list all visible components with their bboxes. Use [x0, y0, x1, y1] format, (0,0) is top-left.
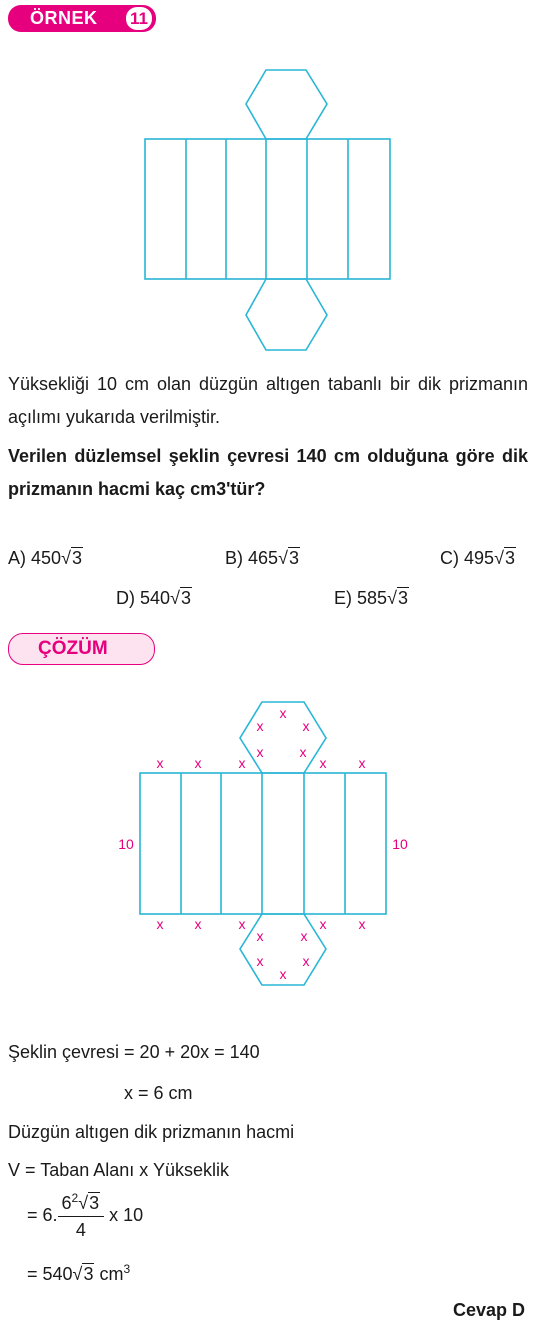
x-value: x = 6 cm: [124, 1083, 193, 1103]
edge-label: x: [256, 718, 264, 734]
bottom-hexagon: [246, 279, 327, 350]
volume-result: = 540√3 $cm^3$: [27, 1262, 131, 1284]
edge-label: x: [299, 744, 307, 760]
example-badge: [8, 5, 156, 32]
question-intro: Yüksekliği 10 cm olan düzgün altıgen tabanlı bir dik prizmanın açılımı yukarıda verilmiştir.: [8, 374, 528, 427]
height-label: 10: [118, 836, 134, 852]
prism-net-diagram: [140, 65, 400, 355]
edge-label: x: [358, 916, 366, 932]
volume-formula: V = Taban Alanı x Yükseklik: [8, 1160, 229, 1180]
option-b[interactable]: B) 465√3: [225, 548, 299, 568]
height-label: 10: [392, 836, 408, 852]
lateral-faces: [145, 139, 390, 279]
option-e[interactable]: E) 585√3: [334, 588, 408, 608]
volume-fraction: $\frac{6^2√3}{4}$: [58, 1191, 105, 1241]
question-prompt: Verilen düzlemsel şeklin çevresi 140 cm olduğuna göre dik prizmanın hacmi kaç cm3'tür?: [8, 446, 528, 499]
volume-calculation: = 6. $\frac{6^2√3}{4}$ x 10: [27, 1191, 144, 1240]
edge-label: x: [256, 744, 264, 760]
solution-net-diagram: [110, 695, 420, 990]
edge-label: x: [256, 953, 264, 969]
edge-label: x: [358, 755, 366, 771]
perimeter-equation: Şeklin çevresi = 20 + 20x = 140: [8, 1042, 260, 1062]
edge-label: x: [302, 718, 310, 734]
edge-label: x: [238, 916, 246, 932]
edge-label: x: [319, 755, 327, 771]
edge-label: x: [279, 705, 287, 721]
edge-label: x: [279, 966, 287, 982]
solution-label: ÇÖZÜM: [38, 638, 108, 659]
solution-badge: [8, 633, 155, 665]
example-number: 11: [126, 7, 152, 30]
edge-label: x: [238, 755, 246, 771]
edge-label: x: [156, 916, 164, 932]
edge-label: x: [319, 916, 327, 932]
edge-label: x: [156, 755, 164, 771]
edge-label: x: [194, 755, 202, 771]
option-c[interactable]: C) 495√3: [440, 548, 515, 568]
edge-label: x: [300, 928, 308, 944]
edge-label: x: [302, 953, 310, 969]
option-d[interactable]: D) 540√3: [116, 588, 191, 608]
lateral-faces: [140, 773, 386, 914]
example-label: ÖRNEK: [30, 8, 98, 28]
option-a[interactable]: A) 450√3: [8, 548, 82, 568]
edge-label: x: [194, 916, 202, 932]
edge-label: x: [256, 928, 264, 944]
answer-label: Cevap D: [452, 1300, 525, 1320]
volume-title: Düzgün altıgen dik prizmanın hacmi: [8, 1122, 295, 1142]
top-hexagon: [246, 70, 327, 139]
